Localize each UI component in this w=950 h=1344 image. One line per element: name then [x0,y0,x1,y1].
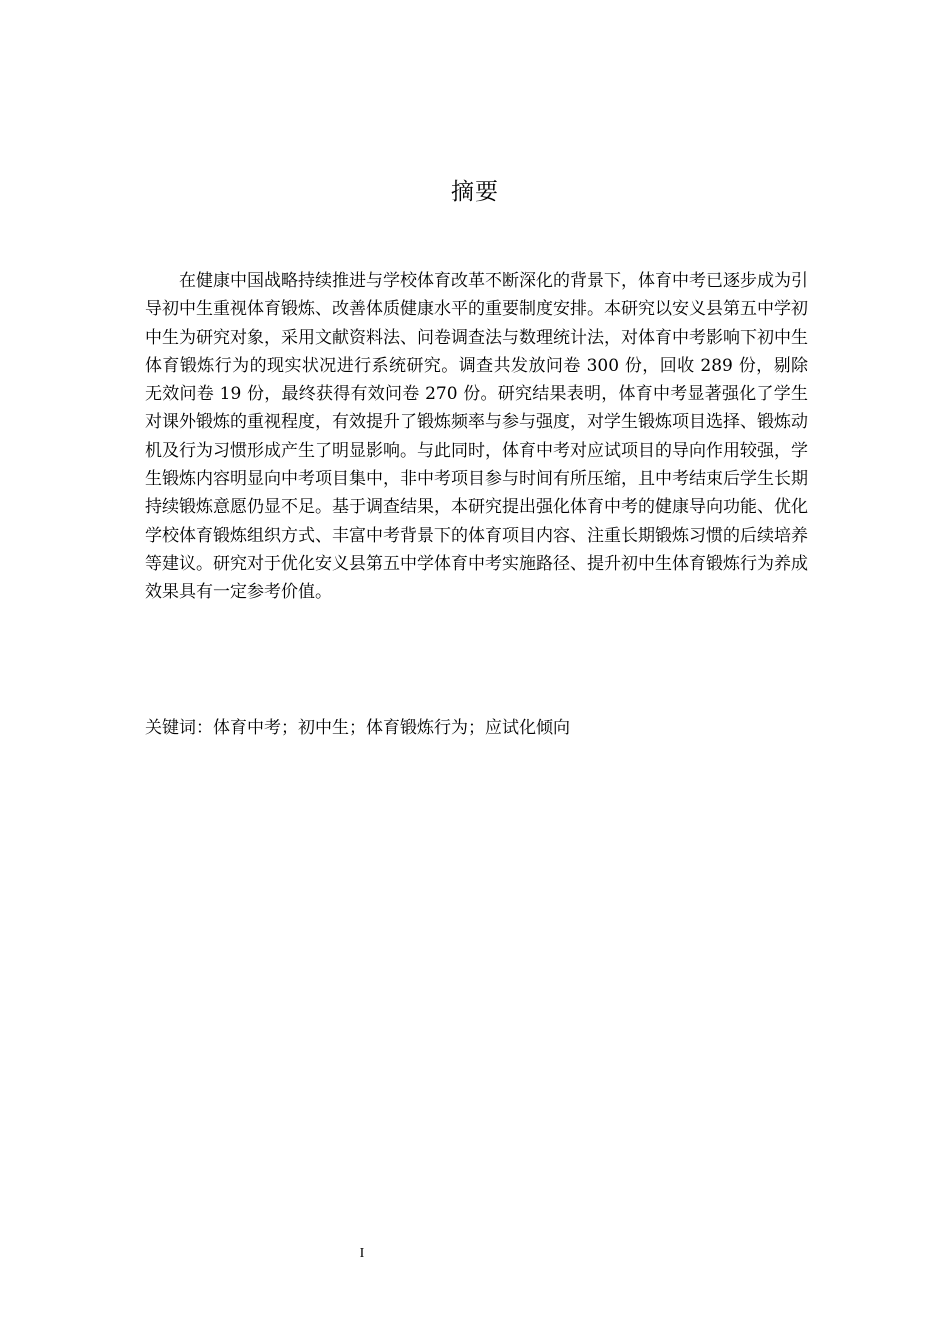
page-title: 摘要 [451,179,499,205]
keywords-label: 关键词： [145,718,213,738]
abstract-paragraph: 在健康中国战略持续推进与学校体育改革不断深化的背景下，体育中考已逐步成为引导初中生重视体育锻炼、改善体质健康水平的重要制度安排。本研究以安义县第五中学初中生为研究对象，采用文献资料法、问卷调查法与数理统计法，对体育中考影响下初中生体育锻炼行为的现实状况进行系统研究。调查共发放问卷 300 份，回收 289 份，剔除无效问卷 19 份，最终获得有效问卷 270 份。研究结果表明，体育中考显著强化了学生对课外锻炼的重视程度，有效提升了锻炼频率与参与强度，对学生锻炼项目选择、锻炼动机及行为习惯形成产生了明显影响。与此同时，体育中考对应试项目的导向作用较强，学生锻炼内容明显向中考项目集中，非中考项目参与时间有所压缩，且中考结束后学生长期持续锻炼意愿仍显不足。基于调查结果，本研究提出强化体育中考的健康导向功能、优化学校体育锻炼组织方式、丰富中考背景下的体育项目内容、注重长期锻炼习惯的后续培养等建议。研究对于优化安义县第五中学体育中考实施路径、提升初中生体育锻炼行为养成效果具有一定参考价值。 [145,271,808,603]
page-number: I [359,1246,365,1261]
keywords-list: 体育中考；初中生；体育锻炼行为；应试化倾向 [213,718,570,738]
keywords-line [145,714,808,742]
